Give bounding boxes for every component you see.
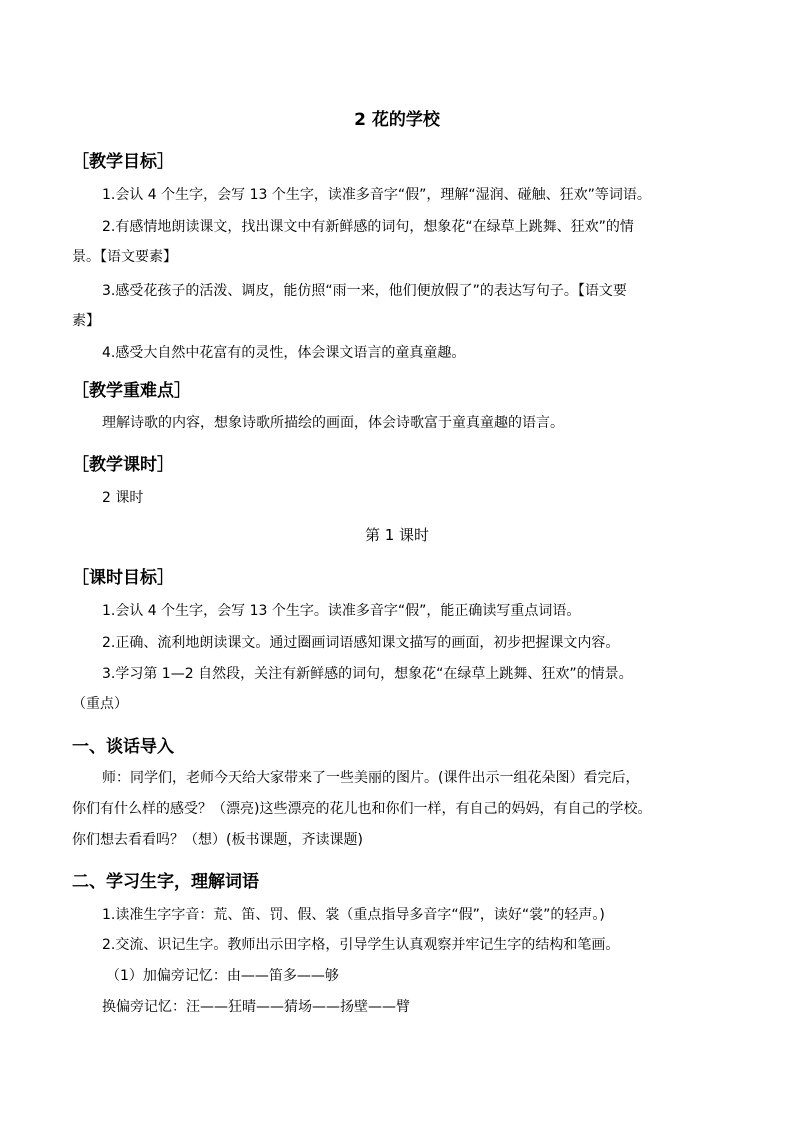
key-text: 理解诗歌的内容，想象诗歌所描绘的画面，体会诗歌富于童真童趣的语言。 <box>102 415 564 431</box>
section-heading-hours: ［教学课时］ <box>72 455 174 475</box>
goal-line-1: 1.会认 4 个生字，会写 13 个生字，读准多音字“假”，理解“湿润、碰触、狂欢”等词语。 <box>102 187 651 203</box>
part2-line-2: 2.交流、识记生字。教师出示田字格，引导学生认真观察并牢记生字的结构和笔画。 <box>102 937 620 953</box>
lesson-goal-line-3: 3.学习第 1—2 自然段，关注有新鲜感的词句，想象花“在绿草上跳舞、狂欢”的情景。 <box>102 666 633 682</box>
lesson-title: 第 1 课时 <box>364 526 430 544</box>
goal-line-2: 2.有感情地朗读课文，找出课文中有新鲜感的词句，想象花“在绿草上跳舞、狂欢”的情 <box>102 219 634 235</box>
section-heading-lesson-goals: ［课时目标］ <box>72 568 174 588</box>
part1-line-2: 你们有什么样的感受？（漂亮)这些漂亮的花儿也和你们一样，有自己的妈妈，有自己的学校。 <box>72 801 652 817</box>
section-heading-part1: 一、谈话导入 <box>72 737 174 757</box>
lesson-goal-line-1: 1.会认 4 个生字，会写 13 个生字。读准多音字“假”，能正确读写重点词语。 <box>102 603 581 619</box>
part1-line-3: 你们想去看看吗？（想）(板书课题，齐读课题) <box>72 832 363 848</box>
goal-line-4: 4.感受大自然中花富有的灵性，体会课文语言的童真童趣。 <box>102 345 466 361</box>
goal-line-2-cont: 景。【语文要素】 <box>72 249 177 265</box>
part2-line-4: 换偏旁记忆：汪——狂晴——猜场——扬壁——臂 <box>102 999 410 1015</box>
hours-text: 2 课时 <box>102 490 144 506</box>
section-heading-goals: ［教学目标］ <box>72 152 174 172</box>
goal-line-3: 3.感受花孩子的活泼、调皮，能仿照“雨一来，他们便放假了”的表达写句子。【语文要 <box>102 283 627 299</box>
goal-line-3-cont: 素】 <box>72 313 100 329</box>
part2-line-3: （1）加偏旁记忆：由——笛多——够 <box>106 968 339 984</box>
lesson-goal-line-2: 2.正确、流利地朗读课文。通过圈画词语感知课文描写的画面，初步把握课文内容。 <box>102 635 620 651</box>
section-heading-key: ［教学重难点］ <box>72 381 191 401</box>
lesson-goal-line-3-cont: （重点） <box>72 696 128 712</box>
section-heading-part2: 二、学习生字，理解词语 <box>72 872 259 892</box>
part1-line-1: 师：同学们，老师今天给大家带来了一些美丽的图片。(课件出示一组花朵图）看完后， <box>102 770 640 786</box>
page-title: 2 花的学校 <box>354 110 440 130</box>
part2-line-1: 1.读准生字字音：荒、笛、罚、假、裳（重点指导多音字“假”，读好“裳”的轻声。) <box>102 907 605 923</box>
